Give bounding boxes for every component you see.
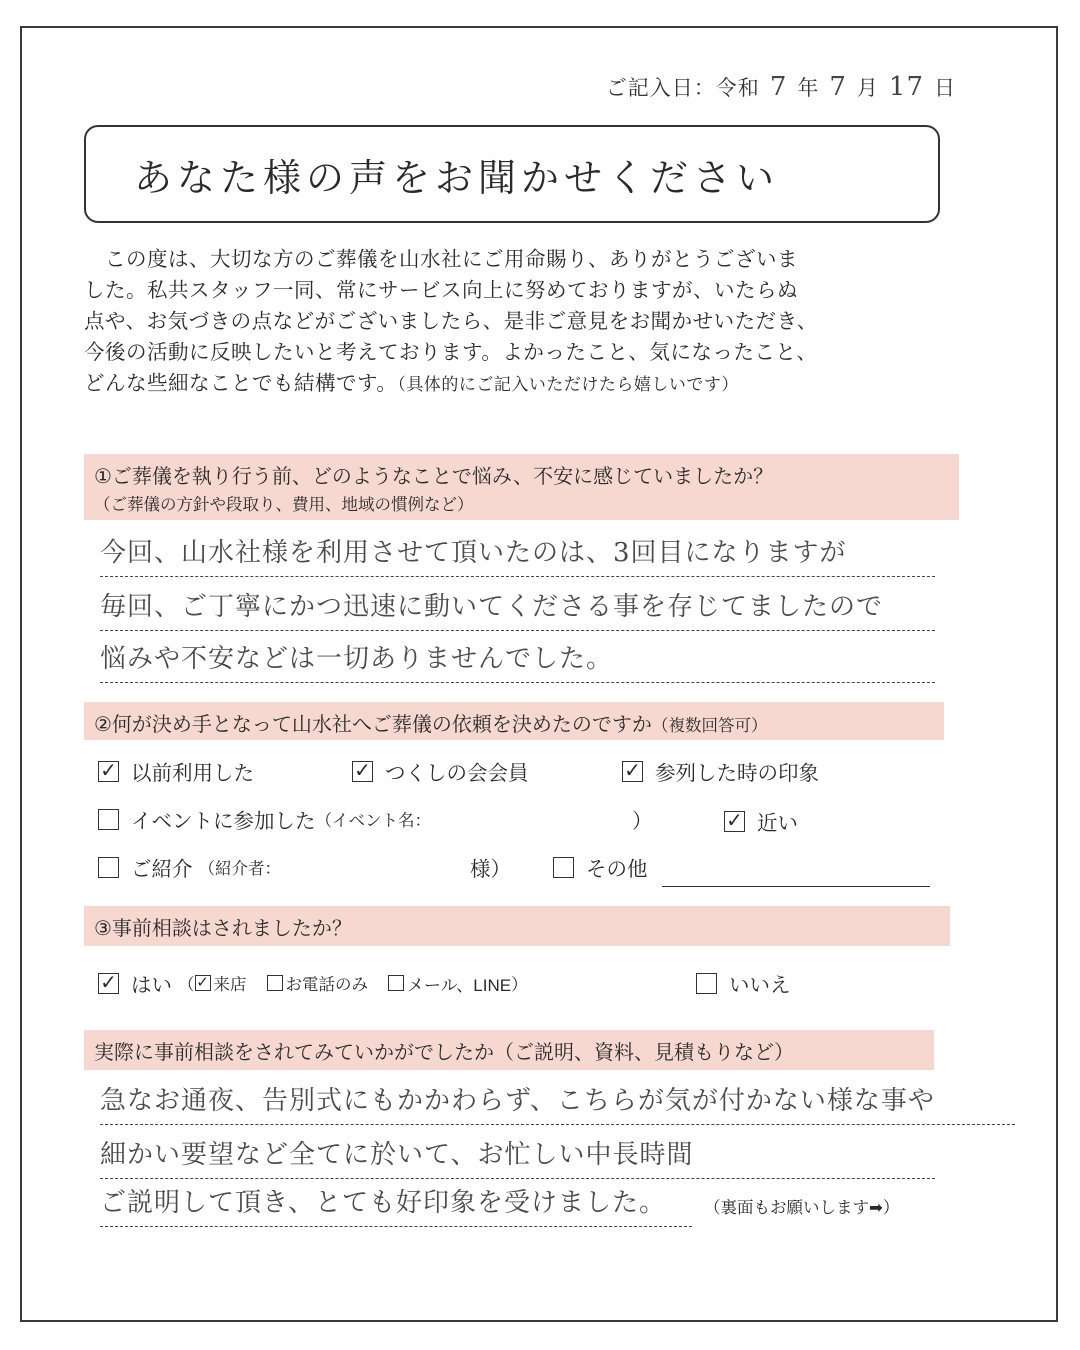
option-referral[interactable] [98,852,281,882]
yes-close-paren: ） [511,975,528,994]
option-near-label: 近い [757,811,798,835]
intro-note: （具体的にご記入いただけたら嬉しいです） [397,375,739,395]
option-no-label: いいえ [729,973,791,997]
title-box [84,125,940,223]
checkbox-attended[interactable]: ✓ [622,761,643,782]
q4-question: 実際に事前相談をされてみていかがでしたか [94,1040,494,1064]
date-month: 7 [829,72,847,102]
date-label: ご記入日：令和 [605,76,760,100]
option-other-label: その他 [586,857,648,881]
intro-line: 今後の活動に反映したいと考えております。よかったこと、気になったこと、 [84,340,818,364]
referrer-suffix: 様） [470,857,511,881]
checkbox-other[interactable] [553,857,574,878]
continue-note-wrap [704,1194,899,1218]
option-mail-label: メール、LINE [407,975,512,995]
referrer-suffix-wrap [470,852,511,882]
option-near[interactable] [724,806,798,836]
option-event-label: イベントに参加した [131,809,316,833]
q2-band [84,702,944,740]
q2-question: ②何が決め手となって山水社へご葬儀の依頼を決めたのですか [94,712,652,736]
option-event[interactable] [98,804,431,834]
other-fill-line[interactable] [662,886,930,887]
q4-hint: （ご説明、資料、見積もりなど） [494,1040,794,1064]
option-used-before-label: 以前利用した [131,761,254,785]
intro-paragraph [84,244,944,401]
intro-last-line: どんな些細なことでも結構です。 [84,371,398,395]
option-tsukushi-member-label: つくしの会会員 [385,761,529,785]
checkbox-visit[interactable]: ✓ [196,973,209,991]
checkbox-yes[interactable]: ✓ [98,973,119,994]
checkbox-referral[interactable] [98,857,119,878]
date-day-unit: 日 [934,76,956,100]
yes-open-paren: （ [178,975,195,994]
intro-line [84,368,944,401]
entry-date [606,72,956,102]
intro-line: この度は、大切な方のご葬儀を山水社にご用命賜り、ありがとうございま [84,247,798,271]
q3-question: ③事前相談はされましたか？ [94,916,352,940]
intro-line: した。私共スタッフ一同、常にサービス向上に努めておりますが、いたらぬ [84,278,798,302]
date-year-unit: 年 [797,76,820,100]
option-visit-label: 来店 [213,975,247,994]
date-day: 17 [888,72,924,102]
option-attended-label: 参列した時の印象 [655,761,819,785]
option-no[interactable] [696,968,791,998]
event-close-paren: ） [632,809,653,833]
intro-line: 点や、お気づきの点などがございましたら、是非ご意見をお聞かせいただき、 [84,309,818,333]
event-name-close [632,804,653,834]
option-yes[interactable] [98,968,528,998]
q4-answer-line-3: ご説明して頂き、とても好印象を受けました。 [100,1180,692,1227]
option-attended[interactable] [622,756,819,786]
q1-question: ①ご葬儀を執り行う前、どのようなことで悩み、不安に感じていましたか？ [94,464,774,488]
option-other[interactable] [553,852,648,882]
checkbox-no[interactable] [696,973,717,994]
date-year: 7 [769,72,788,102]
q1-band [84,454,959,520]
q3-band [84,906,950,946]
option-yes-label: はい [131,973,172,997]
page-title: あなた様の声をお聞かせください [134,155,780,200]
q4-answer-line-1: 急なお通夜、告別式にもかかわらず、こちらが気が付かない様な事や [100,1078,1015,1125]
option-phone-label: お電話のみ [285,975,368,994]
option-tsukushi-member[interactable] [352,756,529,786]
event-name-label: （イベント名： [315,811,431,830]
checkbox-near[interactable]: ✓ [724,811,745,832]
date-month-unit: 月 [856,76,879,100]
checkbox-mail[interactable] [388,975,404,991]
checkbox-used-before[interactable]: ✓ [98,761,119,782]
option-referral-label: ご紹介 [131,857,193,881]
checkbox-event[interactable] [98,809,119,830]
q4-answer-line-2: 細かい要望など全てに於いて、お忙しい中長時間 [100,1132,935,1179]
q1-answer-line-2: 毎回、ご丁寧にかつ迅速に動いてくださる事を存じてましたので [100,584,935,631]
checkbox-tsukushi-member[interactable]: ✓ [352,761,373,782]
referrer-label: （紹介者： [198,859,281,878]
q1-hint: （ご葬儀の方針や段取り、費用、地域の慣例など） [94,495,474,514]
q1-answer-line-1: 今回、山水社様を利用させて頂いたのは、3回目になりますが [100,530,935,577]
q2-note: （複数回答可） [651,716,768,735]
q4-band [84,1030,934,1070]
checkbox-phone[interactable] [267,975,283,991]
q1-answer-line-3: 悩みや不安などは一切ありませんでした。 [100,636,935,683]
option-used-before[interactable] [98,756,254,786]
continue-note: （裏面もお願いします➡） [704,1198,900,1217]
